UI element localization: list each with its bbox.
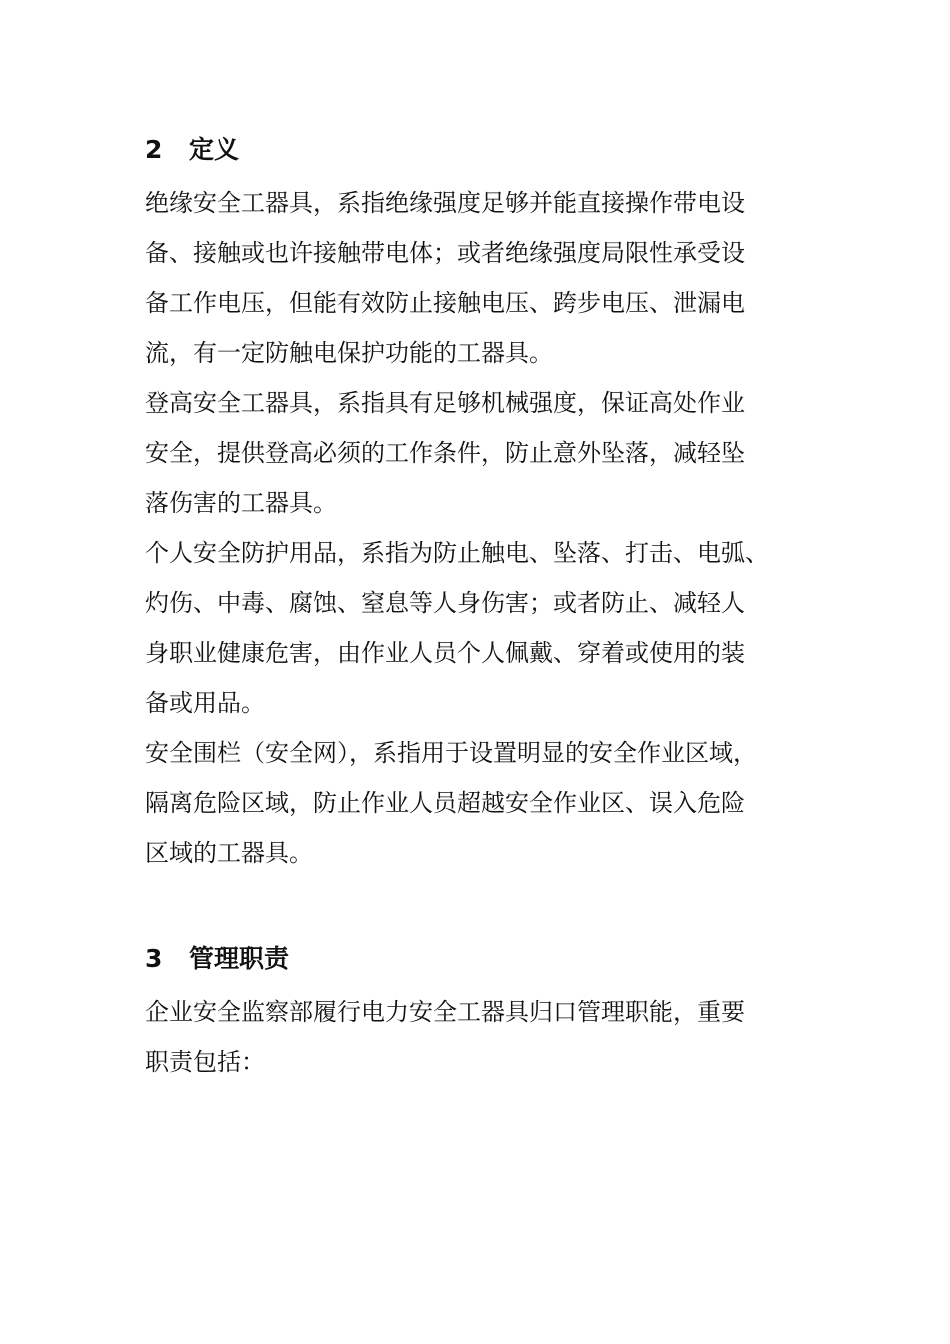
text-line: 安全，提供登高必须的工作条件，防止意外坠落，减轻坠 <box>145 439 745 467</box>
text-line: 灼伤、中毒、腐蚀、窒息等人身伤害；或者防止、减轻人 <box>145 589 745 617</box>
section-heading-definition <box>145 128 825 172</box>
paragraph-insulation-tools <box>145 178 825 378</box>
paragraph-personal-protection <box>145 528 825 728</box>
text-line: 职责包括： <box>145 1048 265 1076</box>
paragraph-safety-fence <box>145 728 825 878</box>
text-line: 身职业健康危害，由作业人员个人佩戴、穿着或使用的装 <box>145 639 745 667</box>
section-title: 管理职责 <box>189 944 290 973</box>
text-line: 落伤害的工器具。 <box>145 489 337 517</box>
section-heading-responsibilities <box>145 937 825 981</box>
text-line: 流，有一定防触电保护功能的工器具。 <box>145 339 553 367</box>
section-title: 定义 <box>189 135 240 164</box>
document-page <box>145 128 825 1087</box>
section-number: 2 <box>145 135 163 164</box>
text-line: 备、接触或也许接触带电体；或者绝缘强度局限性承受设 <box>145 239 745 267</box>
text-line: 绝缘安全工器具，系指绝缘强度足够并能直接操作带电设 <box>145 189 745 217</box>
text-line: 登高安全工器具，系指具有足够机械强度，保证高处作业 <box>145 389 745 417</box>
text-line: 安全围栏（安全网），系指用于设置明显的安全作业区域， <box>145 739 757 767</box>
paragraph-safety-dept-duties <box>145 987 825 1087</box>
text-line: 备或用品。 <box>145 689 265 717</box>
section-number: 3 <box>145 944 163 973</box>
text-line: 个人安全防护用品，系指为防止触电、坠落、打击、电弧、 <box>145 539 769 567</box>
text-line: 企业安全监察部履行电力安全工器具归口管理职能，重要 <box>145 998 745 1026</box>
text-line: 区域的工器具。 <box>145 839 313 867</box>
paragraph-climbing-tools <box>145 378 825 528</box>
text-line: 备工作电压，但能有效防止接触电压、跨步电压、泄漏电 <box>145 289 745 317</box>
text-line: 隔离危险区域，防止作业人员超越安全作业区、误入危险 <box>145 789 745 817</box>
